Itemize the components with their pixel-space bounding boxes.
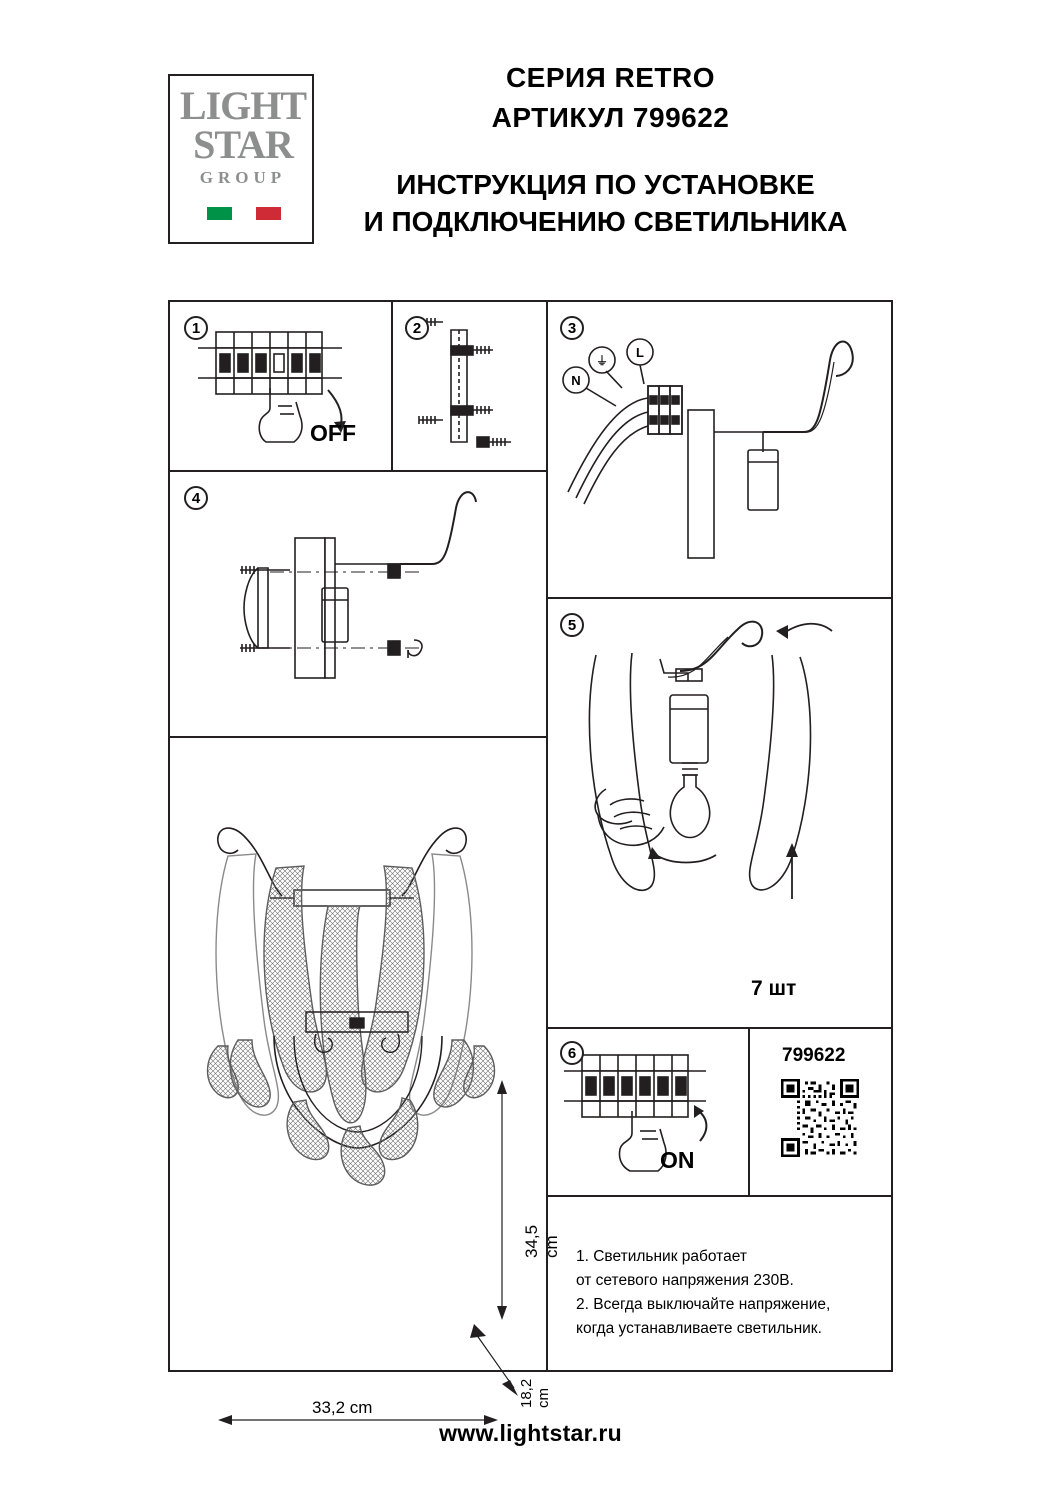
step-6-on-label: ON bbox=[660, 1147, 695, 1173]
product-top-view bbox=[198, 996, 538, 1196]
notes-text bbox=[576, 1245, 886, 1341]
footer-website[interactable]: www.lightstar.ru bbox=[439, 1420, 622, 1446]
product-dimensions-cell bbox=[170, 738, 561, 1417]
step-number-6: 6 bbox=[560, 1041, 584, 1065]
document-title-line-1: ИНСТРУКЦИЯ ПО УСТАНОВКЕ bbox=[396, 169, 815, 200]
step-5-cell bbox=[548, 599, 893, 1027]
step-1-cell bbox=[170, 302, 391, 470]
step-5-quantity-label: 7 шт bbox=[751, 977, 797, 1000]
step-number-4: 4 bbox=[184, 486, 208, 510]
wire-label-earth: ⏚ bbox=[595, 354, 609, 368]
logo-line-1: LIGHT bbox=[179, 83, 307, 128]
article-number: АРТИКУЛ 799622 bbox=[491, 102, 730, 133]
qr-code bbox=[781, 1079, 859, 1157]
product-code-cell bbox=[750, 1029, 893, 1195]
wire-label-live: L bbox=[636, 345, 644, 360]
dimension-height-label: 34,5 cm bbox=[522, 1224, 561, 1258]
note-line-2: от сетевого напряжения 230В. bbox=[576, 1272, 794, 1290]
wiring-connection-illustration bbox=[548, 302, 888, 592]
fixture-mounting-illustration bbox=[170, 472, 540, 730]
step-number-1: 1 bbox=[184, 316, 208, 340]
step-1-off-label: OFF bbox=[310, 420, 356, 446]
qr-code-icon bbox=[781, 1079, 859, 1157]
document-title bbox=[0, 166, 1061, 240]
step-number-2: 2 bbox=[405, 316, 429, 340]
dimension-depth-label: 18,2 cm bbox=[518, 1378, 552, 1408]
series-name: СЕРИЯ RETRO bbox=[505, 62, 716, 93]
step-3-cell bbox=[548, 302, 893, 597]
dimension-width-label: 33,2 cm bbox=[312, 1398, 373, 1417]
notes-cell bbox=[548, 1197, 893, 1370]
note-line-3: 2. Всегда выключайте напряжение, bbox=[576, 1296, 831, 1314]
step-6-cell bbox=[548, 1029, 748, 1195]
note-line-4: когда устанавливаете светильник. bbox=[576, 1320, 822, 1338]
product-code-number: 799622 bbox=[782, 1045, 846, 1066]
step-2-cell bbox=[393, 302, 546, 470]
document-title-line-2: И ПОДКЛЮЧЕНИЮ СВЕТИЛЬНИКА bbox=[363, 206, 848, 238]
step-4-cell bbox=[170, 472, 546, 736]
wire-label-neutral: N bbox=[571, 373, 581, 388]
page-header bbox=[0, 0, 1061, 260]
note-line-1: 1. Светильник работает bbox=[576, 1248, 747, 1265]
step-number-5: 5 bbox=[560, 613, 584, 637]
step-number-3: 3 bbox=[560, 316, 584, 340]
instruction-diagram-frame bbox=[168, 300, 893, 1417]
logo-line-2: STAR bbox=[193, 121, 293, 167]
bulb-installation-illustration bbox=[548, 599, 888, 999]
logo-line-3: GROUP bbox=[199, 167, 287, 187]
